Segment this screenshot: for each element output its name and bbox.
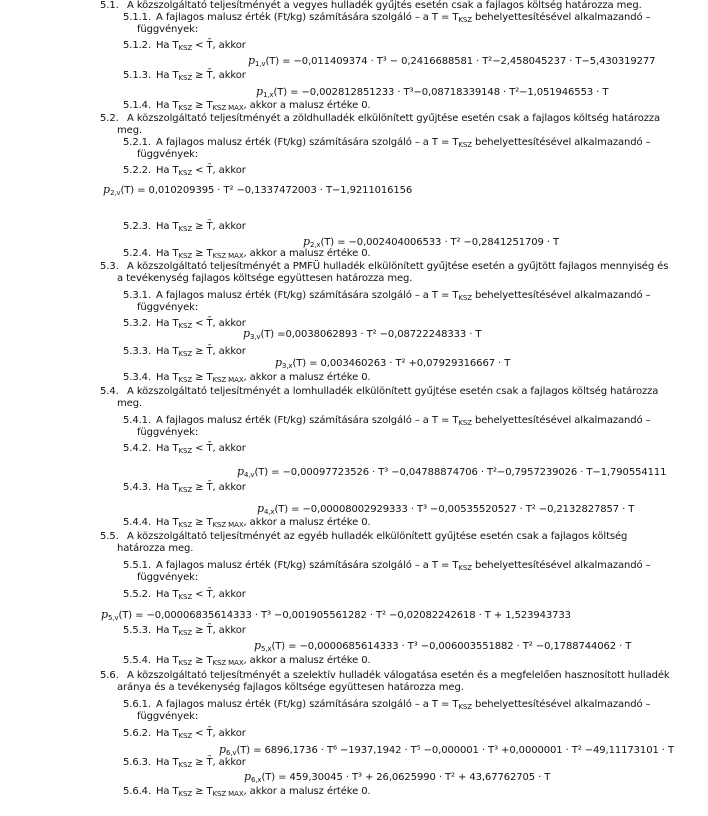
section-number: 5.2.4. — [123, 248, 152, 259]
subscript: KSZ — [178, 761, 193, 769]
subscript: KSZ — [178, 225, 193, 233]
formula-subscript: 1,x — [262, 91, 274, 99]
section-number: 5.1.2. — [123, 40, 152, 51]
section-number: 5.3. — [100, 261, 119, 272]
paragraph-text: ≥ T — [192, 248, 213, 259]
numbered-paragraph — [100, 670, 670, 682]
paragraph-text: Ha T — [156, 482, 179, 493]
numbered-paragraph — [100, 261, 668, 273]
numbered-paragraph — [123, 165, 246, 177]
formula-subscript: 3,v — [249, 333, 261, 341]
paragraph-text: függvények: — [137, 302, 199, 313]
formula-symbol: p — [248, 54, 255, 67]
formula-subscript: 2,v — [109, 189, 121, 197]
paragraph-text: Ha T — [156, 655, 179, 666]
paragraph-continuation — [117, 125, 142, 137]
formula-body: (T) =0,0038062893 · T² −0,08722248333 · T — [260, 329, 482, 340]
section-number: 5.5. — [100, 531, 119, 542]
section-number: 5.3.4. — [123, 372, 152, 383]
section-number: 5.5.1. — [123, 560, 152, 571]
numbered-paragraph — [123, 786, 371, 798]
paragraph-text: ≥ T — [192, 655, 213, 666]
paragraph-text: A fajlagos malusz érték (Ft/kg) számítására szolgáló – a T = T — [156, 415, 459, 426]
subscript: KSZ — [178, 104, 193, 112]
paragraph-text: Ha T — [156, 757, 179, 768]
subscript: KSZ MAX — [212, 521, 244, 529]
subscript: KSZ — [458, 294, 472, 302]
formula-line — [243, 328, 481, 341]
formula-body: (T) = −0,002404006533 · T² −0,2841251709 · T — [320, 237, 560, 248]
formula-subscript: 1,v — [254, 60, 266, 68]
formula-subscript: 2,x — [309, 241, 321, 249]
paragraph-text: ≥ T — [192, 100, 213, 111]
formula-body: (T) = −0,00097723526 · T³ −0,04788874706 · T²−0,7957239026 · T−1,790554111 — [254, 467, 667, 478]
paragraph-text: < T̄, akkor — [192, 443, 246, 454]
formula-symbol: p — [237, 465, 244, 478]
numbered-paragraph — [123, 70, 246, 82]
paragraph-text: , akkor a malusz értéke 0. — [243, 372, 371, 383]
paragraph-text: A közszolgáltató teljesítményét a PMFÜ hulladék elkülönített gyűjtése esetén a gyűjtött fajlagos mennyiség és — [127, 261, 669, 272]
formula-symbol: p — [219, 743, 226, 756]
formula-subscript: 5,x — [260, 645, 272, 653]
section-number: 5.2. — [100, 113, 119, 124]
formula-symbol: p — [103, 183, 110, 196]
paragraph-text: ≥ T̄, akkor — [192, 346, 246, 357]
paragraph-text: ≥ T̄, akkor — [192, 221, 246, 232]
subscript: KSZ — [178, 44, 193, 52]
formula-symbol: p — [101, 608, 108, 621]
numbered-paragraph — [123, 221, 246, 233]
subscript: KSZ MAX — [212, 790, 244, 798]
section-number: 5.6.1. — [123, 699, 152, 710]
numbered-paragraph — [123, 248, 371, 260]
formula-body: (T) = −0,00008002929333 · T³ −0,00535520527 · T² −0,2132827857 · T — [274, 504, 635, 515]
numbered-paragraph — [123, 728, 246, 740]
numbered-paragraph — [123, 589, 246, 601]
paragraph-continuation — [137, 149, 198, 161]
section-number: 5.4.4. — [123, 517, 152, 528]
paragraph-text: függvények: — [137, 24, 199, 35]
subscript: KSZ — [458, 419, 472, 427]
paragraph-text: meg. — [117, 125, 143, 136]
numbered-paragraph — [123, 290, 651, 302]
paragraph-text: A közszolgáltató teljesítményét a szelektív hulladék válogatása esetén és a megfelelően hasznosított hulladék — [127, 670, 670, 681]
paragraph-continuation — [137, 427, 198, 439]
paragraph-text: függvények: — [137, 711, 199, 722]
section-number: 5.6.4. — [123, 786, 152, 797]
subscript: KSZ — [178, 659, 193, 667]
numbered-paragraph — [123, 346, 246, 358]
formula-subscript: 3,x — [281, 362, 293, 370]
subscript: KSZ — [178, 521, 193, 529]
paragraph-text: Ha T — [156, 248, 179, 259]
paragraph-continuation — [117, 543, 193, 555]
paragraph-text: A közszolgáltató teljesítményét a lomhulladék elkülönített gyűjtése esetén csak a fajlagos költség határozza — [127, 386, 659, 397]
subscript: KSZ — [458, 16, 472, 24]
paragraph-text: A fajlagos malusz érték (Ft/kg) számítására szolgáló – a T = T — [156, 560, 459, 571]
numbered-paragraph — [123, 655, 371, 667]
numbered-paragraph — [123, 318, 246, 330]
formula-subscript: 4,v — [243, 471, 255, 479]
paragraph-text: < T̄, akkor — [192, 40, 246, 51]
section-number: 5.6. — [100, 670, 119, 681]
numbered-paragraph — [123, 372, 371, 384]
paragraph-text: függvények: — [137, 427, 199, 438]
paragraph-text: behelyettesítésével alkalmazandó – — [471, 560, 651, 571]
subscript: KSZ MAX — [212, 252, 244, 260]
paragraph-text: ≥ T — [192, 372, 213, 383]
section-number: 5.4.1. — [123, 415, 152, 426]
subscript: KSZ MAX — [212, 376, 244, 384]
paragraph-text: Ha T — [156, 625, 179, 636]
numbered-paragraph — [123, 482, 246, 494]
formula-body: (T) = −0,00006835614333 · T³ −0,001905561282 · T² −0,02082242618 · T + 1,523943733 — [118, 610, 571, 621]
numbered-paragraph — [123, 560, 651, 572]
subscript: KSZ — [458, 703, 472, 711]
section-number: 5.6.2. — [123, 728, 152, 739]
paragraph-text: , akkor a malusz értéke 0. — [243, 655, 371, 666]
subscript: KSZ — [178, 486, 193, 494]
paragraph-continuation — [137, 302, 198, 314]
formula-body: (T) = 0,003460263 · T² +0,07929316667 · T — [292, 358, 511, 369]
subscript: KSZ — [458, 564, 472, 572]
numbered-paragraph — [100, 113, 660, 125]
numbered-paragraph — [100, 386, 658, 398]
paragraph-text: < T̄, akkor — [192, 318, 246, 329]
numbered-paragraph — [123, 443, 246, 455]
numbered-paragraph — [123, 699, 651, 711]
paragraph-text: függvények: — [137, 149, 199, 160]
paragraph-text: Ha T — [156, 372, 179, 383]
paragraph-continuation — [137, 711, 198, 723]
section-number: 5.1.1. — [123, 12, 152, 23]
numbered-paragraph — [123, 517, 371, 529]
paragraph-text: A fajlagos malusz érték (Ft/kg) számítására szolgáló – a T = T — [156, 12, 459, 23]
section-number: 5.2.1. — [123, 137, 152, 148]
paragraph-text: Ha T — [156, 70, 179, 81]
subscript: KSZ — [178, 593, 193, 601]
subscript: KSZ — [178, 322, 193, 330]
paragraph-text: ≥ T — [192, 786, 213, 797]
formula-subscript: 4,x — [263, 508, 275, 516]
numbered-paragraph — [123, 625, 246, 637]
numbered-paragraph — [123, 415, 651, 427]
section-number: 5.3.3. — [123, 346, 152, 357]
paragraph-continuation — [117, 398, 142, 410]
section-number: 5.4.3. — [123, 482, 152, 493]
paragraph-text: határozza meg. — [117, 543, 194, 554]
formula-symbol: p — [244, 770, 251, 783]
formula-line — [256, 86, 608, 99]
section-number: 5.4. — [100, 386, 119, 397]
formula-line — [254, 640, 631, 653]
paragraph-text: , akkor a malusz értéke 0. — [243, 248, 371, 259]
numbered-paragraph — [123, 137, 651, 149]
numbered-paragraph — [123, 40, 246, 52]
paragraph-text: Ha T — [156, 517, 179, 528]
formula-body: (T) = 0,010209395 · T² −0,1337472003 · T−1,9211016156 — [120, 185, 413, 196]
formula-subscript: 6,x — [250, 776, 262, 784]
numbered-paragraph — [123, 757, 246, 769]
paragraph-text: A fajlagos malusz érték (Ft/kg) számítására szolgáló – a T = T — [156, 699, 459, 710]
paragraph-text: Ha T — [156, 443, 179, 454]
paragraph-text: A közszolgáltató teljesítményét a zöldhulladék elkülönített gyűjtése esetén csak a fajlagos költség határozza — [127, 113, 661, 124]
paragraph-text: behelyettesítésével alkalmazandó – — [471, 12, 651, 23]
paragraph-text: < T̄, akkor — [192, 728, 246, 739]
paragraph-text: Ha T — [156, 100, 179, 111]
section-number: 5.3.2. — [123, 318, 152, 329]
subscript: KSZ — [178, 629, 193, 637]
formula-symbol: p — [257, 502, 264, 515]
subscript: KSZ MAX — [212, 659, 244, 667]
formula-line — [257, 503, 634, 516]
formula-symbol: p — [256, 85, 263, 98]
paragraph-text: aránya és a tevékenység fajlagos költsége együttesen határozza meg. — [117, 682, 464, 693]
paragraph-text: behelyettesítésével alkalmazandó – — [471, 137, 651, 148]
formula-body: (T) = −0,002812851233 · T³−0,08718339148 · T²−1,051946553 · T — [273, 87, 609, 98]
paragraph-text: Ha T — [156, 589, 179, 600]
paragraph-text: < T̄, akkor — [192, 589, 246, 600]
subscript: KSZ — [178, 74, 193, 82]
paragraph-text: A fajlagos malusz érték (Ft/kg) számítására szolgáló – a T = T — [156, 290, 459, 301]
paragraph-text: A közszolgáltató teljesítményét a vegyes hulladék gyűjtés esetén csak a fajlagos költség határozza meg. — [127, 0, 642, 11]
paragraph-text: behelyettesítésével alkalmazandó – — [471, 290, 651, 301]
formula-line — [219, 744, 674, 757]
paragraph-text: Ha T — [156, 40, 179, 51]
paragraph-text: behelyettesítésével alkalmazandó – — [471, 699, 651, 710]
numbered-paragraph — [100, 0, 642, 12]
paragraph-continuation — [117, 273, 412, 285]
paragraph-text: Ha T — [156, 728, 179, 739]
paragraph-text: A fajlagos malusz érték (Ft/kg) számítására szolgáló – a T = T — [156, 137, 459, 148]
paragraph-text: a tevékenység fajlagos költsége együttesen határozza meg. — [117, 273, 413, 284]
section-number: 5.2.3. — [123, 221, 152, 232]
formula-line — [244, 771, 550, 784]
subscript: KSZ — [178, 790, 193, 798]
paragraph-text: ≥ T̄, akkor — [192, 70, 246, 81]
formula-body: (T) = −0,0000685614333 · T³ −0,006003551882 · T² −0,1788744062 · T — [271, 641, 632, 652]
paragraph-continuation — [137, 24, 198, 36]
paragraph-text: ≥ T — [192, 517, 213, 528]
numbered-paragraph — [100, 531, 627, 543]
paragraph-continuation — [117, 682, 464, 694]
paragraph-text: ≥ T̄, akkor — [192, 757, 246, 768]
section-number: 5.1.4. — [123, 100, 152, 111]
numbered-paragraph — [123, 100, 371, 112]
paragraph-text: , akkor a malusz értéke 0. — [243, 100, 371, 111]
subscript: KSZ — [178, 376, 193, 384]
subscript: KSZ — [178, 732, 193, 740]
paragraph-text: meg. — [117, 398, 143, 409]
paragraph-text: Ha T — [156, 346, 179, 357]
formula-symbol: p — [303, 235, 310, 248]
formula-body: (T) = −0,011409374 · T³ − 0,2416688581 · T²−2,458045237 · T−5,430319277 — [265, 56, 656, 67]
numbered-paragraph — [123, 12, 651, 24]
formula-subscript: 5,v — [107, 614, 119, 622]
formula-line — [248, 55, 655, 68]
formula-body: (T) = 6896,1736 · T⁶ −1937,1942 · T⁵ −0,000001 · T³ +0,0000001 · T² −49,11173101 · T — [236, 745, 674, 756]
section-number: 5.4.2. — [123, 443, 152, 454]
formula-subscript: 6,v — [225, 749, 237, 757]
formula-symbol: p — [254, 639, 261, 652]
subscript: KSZ — [178, 169, 193, 177]
paragraph-text: függvények: — [137, 572, 199, 583]
formula-body: (T) = 459,30045 · T³ + 26,0625990 · T² + 43,67762705 · T — [261, 772, 551, 783]
section-number: 5.5.2. — [123, 589, 152, 600]
paragraph-text: Ha T — [156, 221, 179, 232]
paragraph-text: Ha T — [156, 318, 179, 329]
paragraph-text: ≥ T̄, akkor — [192, 482, 246, 493]
paragraph-continuation — [137, 572, 198, 584]
paragraph-text: ≥ T̄, akkor — [192, 625, 246, 636]
formula-symbol: p — [275, 356, 282, 369]
section-number: 5.1. — [100, 0, 119, 11]
paragraph-text: behelyettesítésével alkalmazandó – — [471, 415, 651, 426]
paragraph-text: A közszolgáltató teljesítményét az egyéb hulladék elkülönített gyűjtése esetén csak a fajlagos költség — [127, 531, 628, 542]
paragraph-text: Ha T — [156, 786, 179, 797]
formula-line — [101, 609, 571, 622]
subscript: KSZ — [178, 350, 193, 358]
formula-symbol: p — [243, 327, 250, 340]
subscript: KSZ — [178, 252, 193, 260]
section-number: 5.6.3. — [123, 757, 152, 768]
paragraph-text: , akkor a malusz értéke 0. — [243, 786, 371, 797]
formula-line — [275, 357, 510, 370]
paragraph-text: , akkor a malusz értéke 0. — [243, 517, 371, 528]
subscript: KSZ — [178, 447, 193, 455]
formula-line — [237, 466, 666, 479]
paragraph-text: Ha T — [156, 165, 179, 176]
formula-line — [103, 184, 412, 197]
section-number: 5.5.3. — [123, 625, 152, 636]
paragraph-text: < T̄, akkor — [192, 165, 246, 176]
section-number: 5.2.2. — [123, 165, 152, 176]
section-number: 5.1.3. — [123, 70, 152, 81]
subscript: KSZ MAX — [212, 104, 244, 112]
section-number: 5.3.1. — [123, 290, 152, 301]
section-number: 5.5.4. — [123, 655, 152, 666]
subscript: KSZ — [458, 141, 472, 149]
